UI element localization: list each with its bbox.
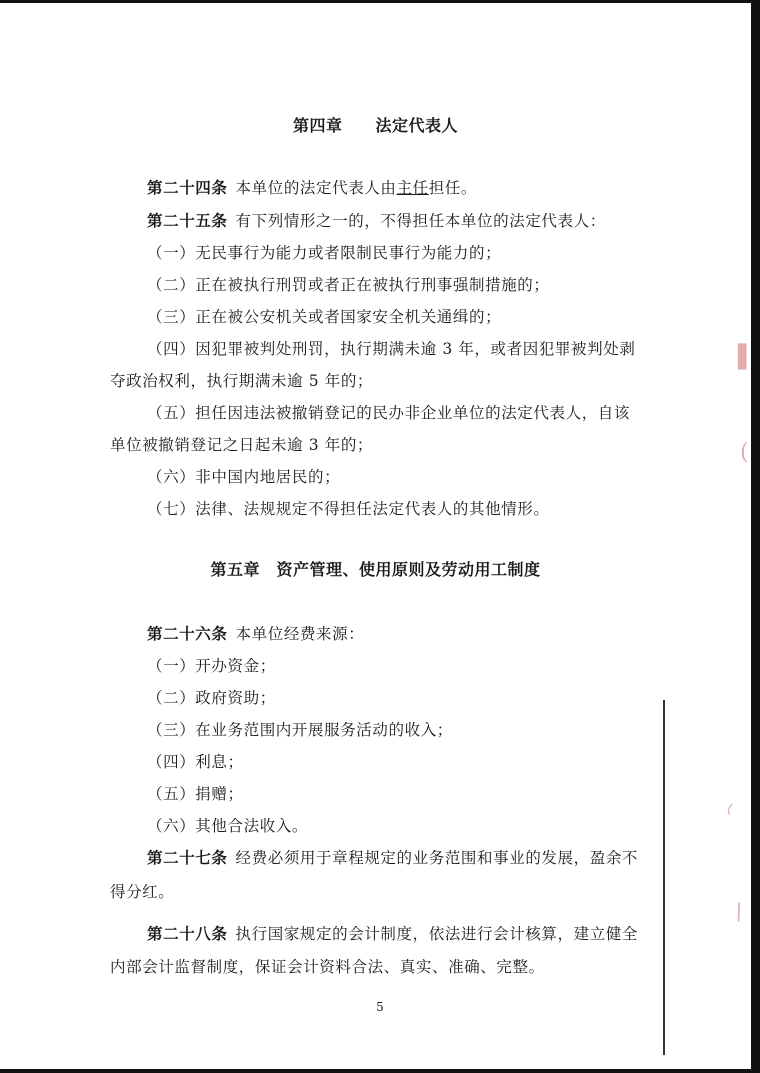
article-24-label: 第二十四条 [147, 179, 228, 197]
article-26-text: 本单位经费来源： [235, 625, 365, 643]
article-26-label: 第二十六条 [147, 625, 228, 643]
list-item: （五）担任因违法被撤销登记的民办非企业单位的法定代表人，自该 [147, 404, 631, 422]
stamp-edge-mark: ( [740, 440, 749, 465]
list-item: （六）非中国内地居民的； [147, 468, 341, 486]
article-25 [147, 209, 606, 231]
article-27-continuation: 得分红。 [110, 883, 175, 901]
article-24-text-pre: 本单位的法定代表人由 [235, 179, 397, 197]
list-item: （六）其他合法收入。 [147, 817, 309, 835]
list-item: （四）利息； [147, 753, 244, 771]
article-28-label: 第二十八条 [147, 925, 228, 943]
list-item: （四）因犯罪被判处刑罚，执行期满未逾 3 年，或者因犯罪被判处剥 [147, 340, 636, 358]
article-28-text: 执行国家规定的会计制度，依法进行会计核算，建立健全 [235, 925, 639, 943]
list-item: （五）捐赠； [147, 785, 244, 803]
list-item: （七）法律、法规规定不得担任法定代表人的其他情形。 [147, 500, 550, 518]
list-item-continuation: 单位被撤销登记之日起未逾 3 年的； [110, 436, 374, 454]
chapter-5-heading: 第五章 资产管理、使用原则及劳动用工制度 [210, 560, 541, 579]
list-item: （二）政府资助； [147, 689, 276, 707]
article-24-text-post: 担任。 [428, 179, 478, 197]
article-25-text: 有下列情形之一的，不得担任本单位的法定代表人： [235, 212, 606, 230]
stamp-edge-mark: \ [730, 899, 747, 926]
scan-top-border [0, 0, 751, 3]
article-28 [147, 922, 638, 944]
scan-right-border [751, 0, 760, 1073]
article-24 [147, 176, 477, 198]
list-item: （一）开办资金； [147, 657, 276, 675]
article-27-label: 第二十七条 [147, 849, 228, 867]
page-number: 5 [376, 1000, 384, 1014]
list-item-continuation: 夺政治权利，执行期满未逾 5 年的； [110, 372, 374, 390]
list-item: （三）正在被公安机关或者国家安全机关通缉的； [147, 308, 502, 326]
list-item: （三）在业务范围内开展服务活动的收入； [147, 721, 453, 739]
stamp-edge-mark: ◜ [722, 799, 743, 826]
article-25-label: 第二十五条 [147, 212, 228, 230]
list-item: （二）正在被执行刑罚或者正在被执行刑事强制措施的； [147, 276, 550, 294]
list-item: （一）无民事行为能力或者限制民事行为能力的； [147, 244, 502, 262]
chapter-4-heading: 第四章 法定代表人 [292, 116, 458, 135]
scan-bottom-border [0, 1069, 760, 1073]
article-28-continuation: 内部会计监督制度，保证会计资料合法、真实、准确、完整。 [110, 958, 545, 976]
article-26 [147, 622, 364, 644]
article-24-underlined: 主任 [396, 179, 429, 197]
article-27-text: 经费必须用于章程规定的业务范围和事业的发展，盈余不 [235, 849, 639, 867]
stamp-edge-mark: ▌ [738, 345, 755, 370]
article-27 [147, 846, 638, 868]
